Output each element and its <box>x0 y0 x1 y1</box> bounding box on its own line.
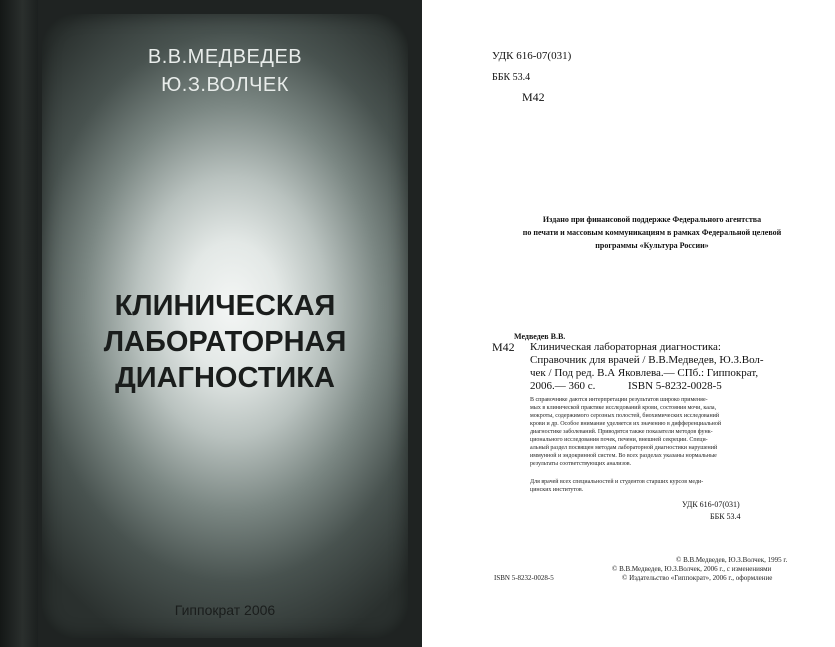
catalog-line-4: 2006.— 360 с. <box>530 380 596 392</box>
annotation-line: крови и др. Особое внимание уделяется их значению в дифференциальной <box>530 421 722 427</box>
grant-line-3: программы «Культура России» <box>595 241 709 250</box>
cover-publisher: Гиппократ 2006 <box>174 602 276 618</box>
cover-title-line-1: КЛИНИЧЕСКАЯ <box>114 290 336 322</box>
udk-code: УДК 616-07(031) <box>492 50 572 62</box>
book-spine <box>0 0 38 647</box>
bottom-udk-code: УДК 616-07(031) <box>682 500 740 509</box>
copyright-line-2: © В.В.Медведев, Ю.З.Волчек, 2006 г., с изменениями <box>612 565 772 573</box>
author-index: М42 <box>522 90 545 104</box>
annotation-line: мых в клинической практике исследований крови, состояния мочи, кала, <box>530 405 717 411</box>
annotation-line: результаты соответствующих анализов. <box>530 461 632 467</box>
grant-line-1: Издано при финансовой поддержке Федерального агентства <box>542 215 762 224</box>
grant-line-2: по печати и массовым коммуникациям в рамках Федеральной целевой <box>522 228 782 237</box>
annotation-line: мокроты, содержимого серозных полостей, биохимических исследований <box>530 413 720 419</box>
annotation-line: ционального исследования почек, печени, внешней секреции. Специ- <box>530 437 708 443</box>
cover-title-line-2: ЛАБОРАТОРНАЯ <box>103 326 347 358</box>
bbk-code: ББК 53.4 <box>492 72 531 83</box>
annotation-line: В справочнике даются интерпретации результатов широко применяе- <box>530 397 708 403</box>
catalog-isbn: ISBN 5-8232-0028-5 <box>628 380 722 392</box>
catalog-author: Медведев В.В. <box>514 332 566 341</box>
cover-author-2: Ю.З.ВОЛЧЕК <box>161 74 289 96</box>
cover-title-line-3: ДИАГНОСТИКА <box>115 362 335 394</box>
annotation-line: альный раздел посвящен методам лабораторной диагностики нарушений <box>530 445 718 451</box>
catalog-line-3: чек / Под ред. В.А Яковлева.— СПб.: Гиппократ, <box>530 367 759 379</box>
catalog-line-2: Справочник для врачей / В.В.Медведев, Ю.З.Вол- <box>530 354 764 366</box>
catalog-index: М42 <box>492 340 515 354</box>
catalog-line-1: Клиническая лабораторная диагностика: <box>530 341 721 353</box>
copyright-line-3: © Издательство «Гиппократ», 2006 г., оформление <box>622 574 773 582</box>
annotation-line: Для врачей всех специальностей и студентов старших курсов меди- <box>530 479 704 485</box>
annotation-line: иммунной и эндокринной систем. Во всех разделах указаны нормальные <box>530 453 717 459</box>
annotation-line: диагностике заболеваний. Приводятся также показатели методов функ- <box>530 429 713 435</box>
imprint-page <box>422 0 835 647</box>
annotation-line: цинских институтов. <box>530 487 584 493</box>
copyright-line-1: © В.В.Медведев, Ю.З.Волчек, 1995 г. <box>676 556 788 564</box>
bottom-bbk-code: ББК 53.4 <box>710 512 741 521</box>
bottom-isbn: ISBN 5-8232-0028-5 <box>494 574 554 582</box>
cover-author-1: В.В.МЕДВЕДЕВ <box>147 46 303 68</box>
